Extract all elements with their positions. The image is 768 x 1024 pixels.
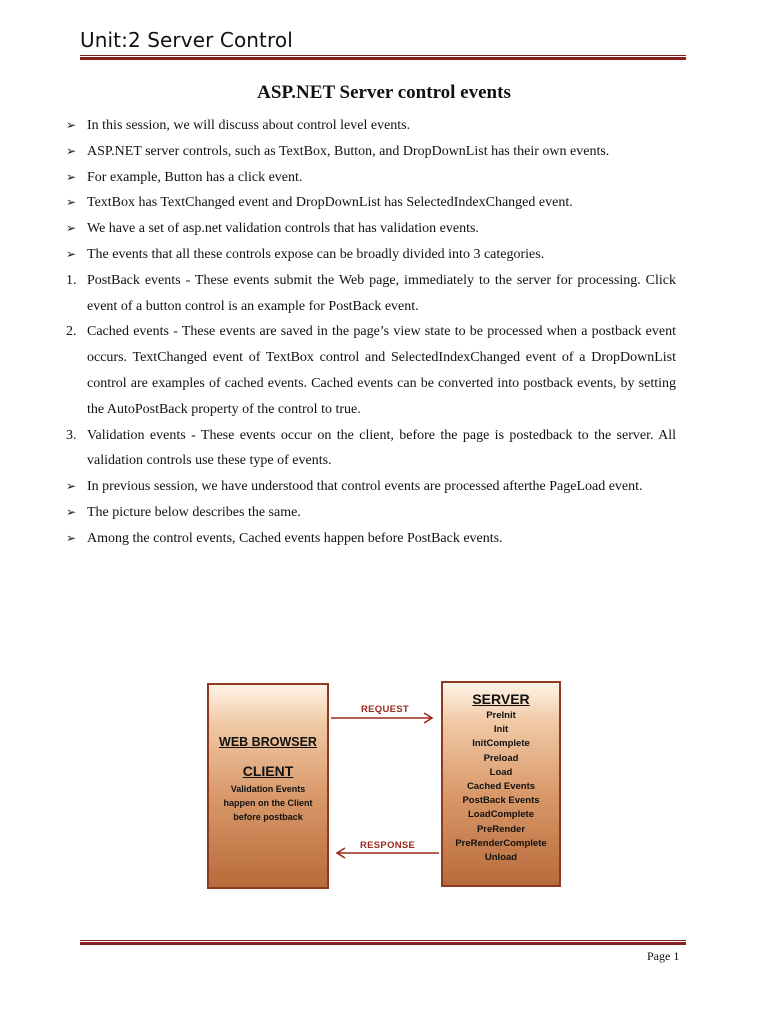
server-event: PostBack Events bbox=[462, 795, 540, 807]
arrow-bullet-icon: ➢ bbox=[66, 221, 77, 236]
server-event: InitComplete bbox=[472, 738, 530, 750]
list-item bbox=[66, 526, 676, 552]
list-item-text: In this session, we will discuss about control level events. bbox=[87, 118, 411, 133]
arrow-bullet-icon: ➢ bbox=[66, 118, 77, 132]
list-number: 3. bbox=[66, 427, 77, 443]
request-label: REQUEST bbox=[361, 704, 410, 715]
list-item bbox=[66, 242, 676, 268]
header-divider bbox=[80, 55, 686, 60]
server-event: PreInit bbox=[486, 710, 516, 721]
document-title: ASP.NET Server control events bbox=[257, 82, 511, 103]
list-item-text: Among the control events, Cached events happen before PostBack events. bbox=[87, 530, 503, 546]
server-event: LoadComplete bbox=[468, 809, 534, 821]
list-item-text: We have a set of asp.net validation controls that has validation events. bbox=[87, 221, 479, 237]
response-arrow bbox=[331, 847, 439, 859]
client-server-diagram bbox=[207, 681, 563, 889]
list-item-text: TextBox has TextChanged event and DropDownList has SelectedIndexChanged event. bbox=[87, 195, 573, 211]
list-item bbox=[66, 474, 676, 500]
arrow-bullet-icon: ➢ bbox=[66, 143, 77, 158]
server-event: Unload bbox=[484, 852, 518, 864]
page-number: Page 1 bbox=[647, 949, 680, 963]
list-item bbox=[66, 216, 676, 242]
arrow-bullet-icon: ➢ bbox=[66, 246, 77, 261]
server-label: SERVER bbox=[472, 691, 530, 707]
server-event: Preload bbox=[483, 752, 519, 764]
list-item-text: The events that all these controls expose can be broadly divided into 3 categories. bbox=[87, 246, 545, 262]
request-arrow bbox=[331, 712, 439, 724]
list-item bbox=[66, 139, 676, 165]
list-item-text: In previous session, we have understood that control events are processed afterthe PageLoad event. bbox=[87, 479, 643, 495]
server-event-list bbox=[443, 709, 559, 865]
server-event: Load bbox=[489, 766, 513, 778]
list-item bbox=[66, 268, 676, 320]
document-body bbox=[66, 113, 676, 552]
client-box bbox=[207, 683, 329, 889]
list-item-text: The picture below describes the same. bbox=[87, 504, 301, 520]
client-description: Validation Events happen on the Client before postback bbox=[223, 784, 313, 822]
list-item bbox=[66, 190, 676, 216]
list-item bbox=[66, 113, 676, 139]
arrow-bullet-icon: ➢ bbox=[66, 530, 77, 545]
footer-divider bbox=[80, 940, 686, 945]
list-item-text: ASP.NET server controls, such as TextBox, Button, and DropDownList has their own events. bbox=[87, 143, 610, 159]
arrow-bullet-icon: ➢ bbox=[66, 195, 77, 210]
server-event: PreRender bbox=[476, 823, 526, 835]
list-item-text: Validation events - These events occur on the client, before the page is postedback to the server. All validation controls use these type of events. bbox=[87, 427, 676, 469]
arrow-bullet-icon: ➢ bbox=[66, 479, 77, 494]
arrow-bullet-icon: ➢ bbox=[66, 504, 77, 519]
list-number: 2. bbox=[66, 324, 77, 340]
server-event: Init bbox=[493, 724, 509, 736]
web-browser-label: WEB BROWSER bbox=[219, 735, 317, 749]
response-label: RESPONSE bbox=[360, 840, 416, 851]
server-box bbox=[441, 681, 561, 887]
list-item bbox=[66, 165, 676, 191]
list-item-text: PostBack events - These events submit the Web page, immediately to the server for processing. Click event of a button control is an example for PostBack event. bbox=[87, 272, 676, 314]
list-item bbox=[66, 423, 676, 475]
client-label: CLIENT bbox=[242, 763, 294, 779]
arrow-bullet-icon: ➢ bbox=[66, 169, 77, 184]
list-item bbox=[66, 500, 676, 526]
list-item-text: Cached events - These events are saved in the page’s view state to be processed when a postback event occurs. TextChanged event of TextBox control and SelectedIndexChanged event of a DropDownList control are examples of cached events. Cached events can be converted into postback events, by setting the AutoPostBack property of the control to true. bbox=[87, 324, 676, 417]
server-event: PreRenderComplete bbox=[455, 837, 547, 849]
list-item bbox=[66, 319, 676, 422]
server-event: Cached Events bbox=[466, 781, 536, 793]
list-number: 1. bbox=[66, 272, 77, 288]
page-header-title: Unit:2 Server Control bbox=[80, 28, 293, 52]
list-item-text: For example, Button has a click event. bbox=[87, 169, 303, 185]
